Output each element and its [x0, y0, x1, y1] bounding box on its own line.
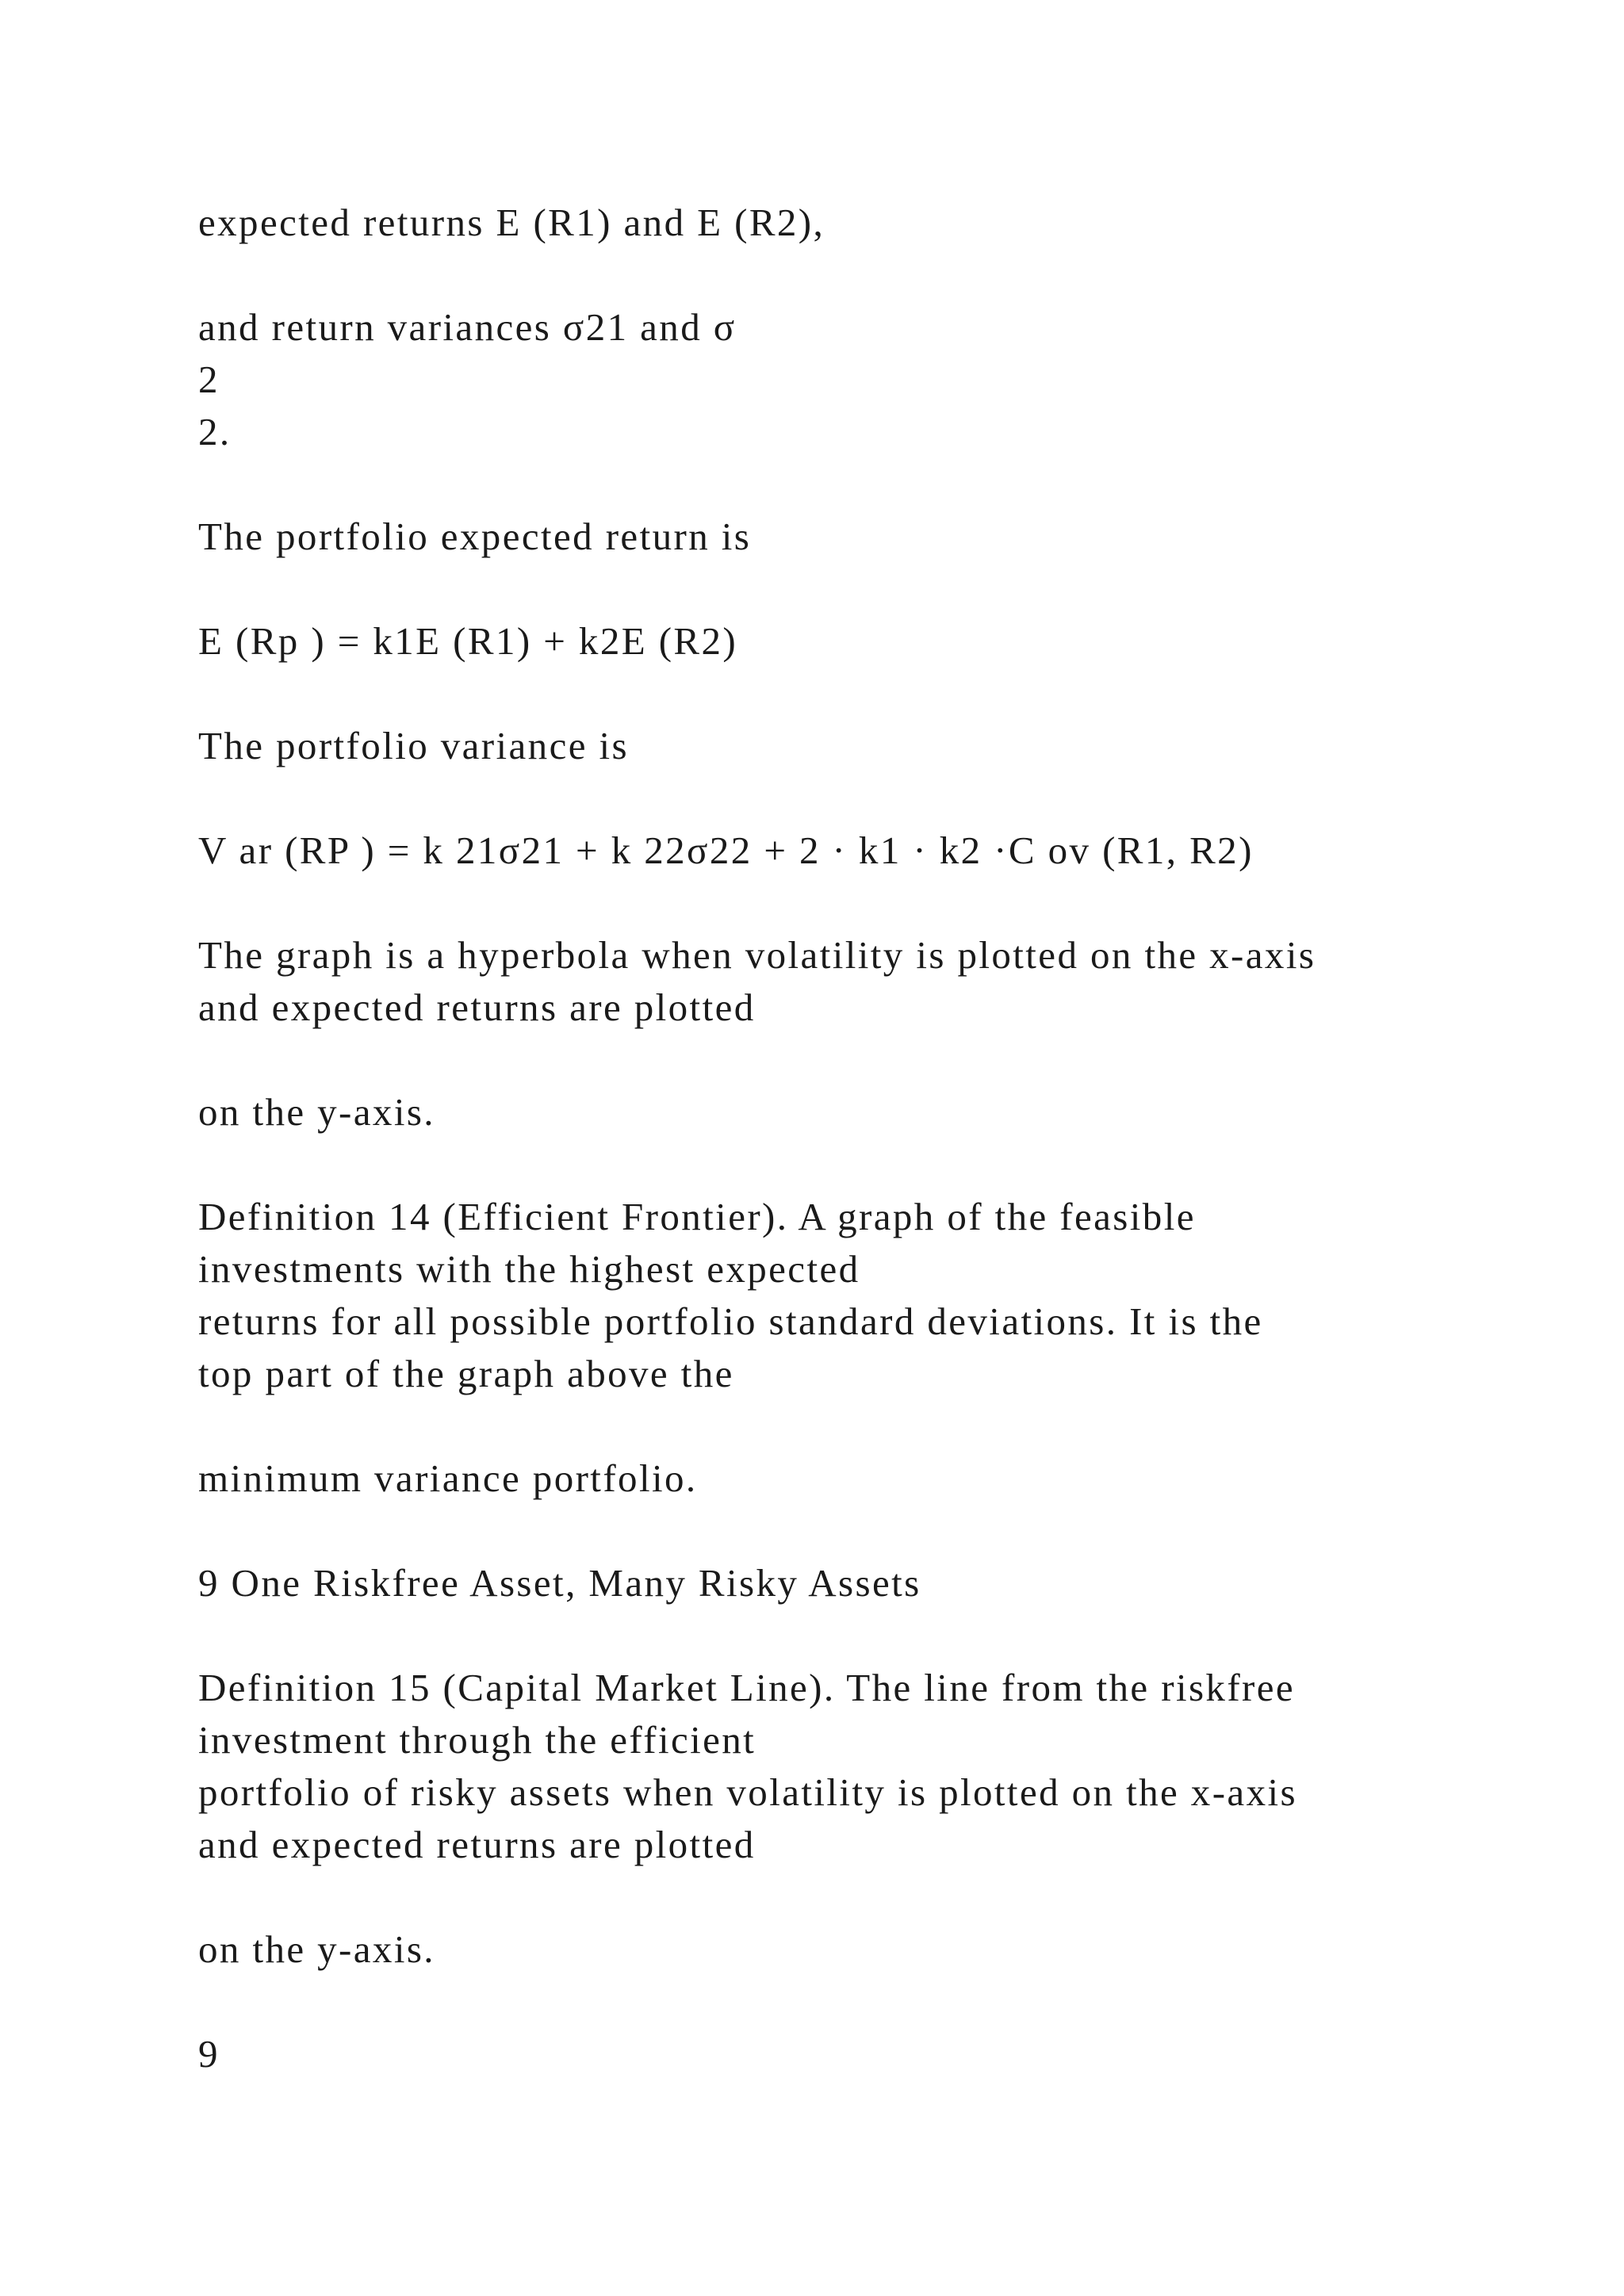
- text-line-expected-returns-plotted: and expected returns are plotted: [198, 985, 756, 1029]
- text-line-portfolio-expected-return: The portfolio expected return is: [198, 515, 752, 558]
- text-line-portfolio-variance: The portfolio variance is: [198, 724, 630, 767]
- definition-15-heading: Definition 15 (Capital Market Line). The line from the riskfree: [198, 1666, 1296, 1709]
- text-line-subscript-2: 2: [198, 358, 220, 401]
- definition-14-heading: Definition 14 (Efficient Frontier). A graph of the feasible: [198, 1195, 1196, 1238]
- text-line-hyperbola: The graph is a hyperbola when volatility is plotted on the x-axis: [198, 933, 1316, 977]
- definition-15-line-2: investment through the efficient: [198, 1718, 756, 1762]
- definition-14-line-2: investments with the highest expected: [198, 1247, 860, 1291]
- text-line-2-period: 2.: [198, 410, 232, 453]
- section-heading-9: 9 One Riskfree Asset, Many Risky Assets: [198, 1561, 921, 1605]
- definition-15-line-3: portfolio of risky assets when volatility is plotted on the x-axis: [198, 1770, 1297, 1814]
- text-line-on-y-axis: on the y-axis.: [198, 1090, 435, 1134]
- text-line-expected-returns: expected returns E (R1) and E (R2),: [198, 201, 825, 244]
- text-line-return-variances: and return variances σ21 and σ: [198, 305, 737, 349]
- definition-15-line-4: and expected returns are plotted: [198, 1823, 756, 1866]
- definition-15-line-5: on the y-axis.: [198, 1927, 435, 1971]
- equation-portfolio-variance: V ar (RP ) = k 21σ21 + k 22σ22 + 2 · k1 · k2 ·C ov (R1, R2): [198, 828, 1254, 872]
- equation-expected-return: E (Rp ) = k1E (R1) + k2E (R2): [198, 619, 738, 663]
- page-number: 9: [198, 2032, 220, 2076]
- definition-14-line-3: returns for all possible portfolio standard deviations. It is the: [198, 1299, 1263, 1343]
- definition-14-line-4: top part of the graph above the: [198, 1352, 734, 1395]
- definition-14-line-5: minimum variance portfolio.: [198, 1456, 698, 1500]
